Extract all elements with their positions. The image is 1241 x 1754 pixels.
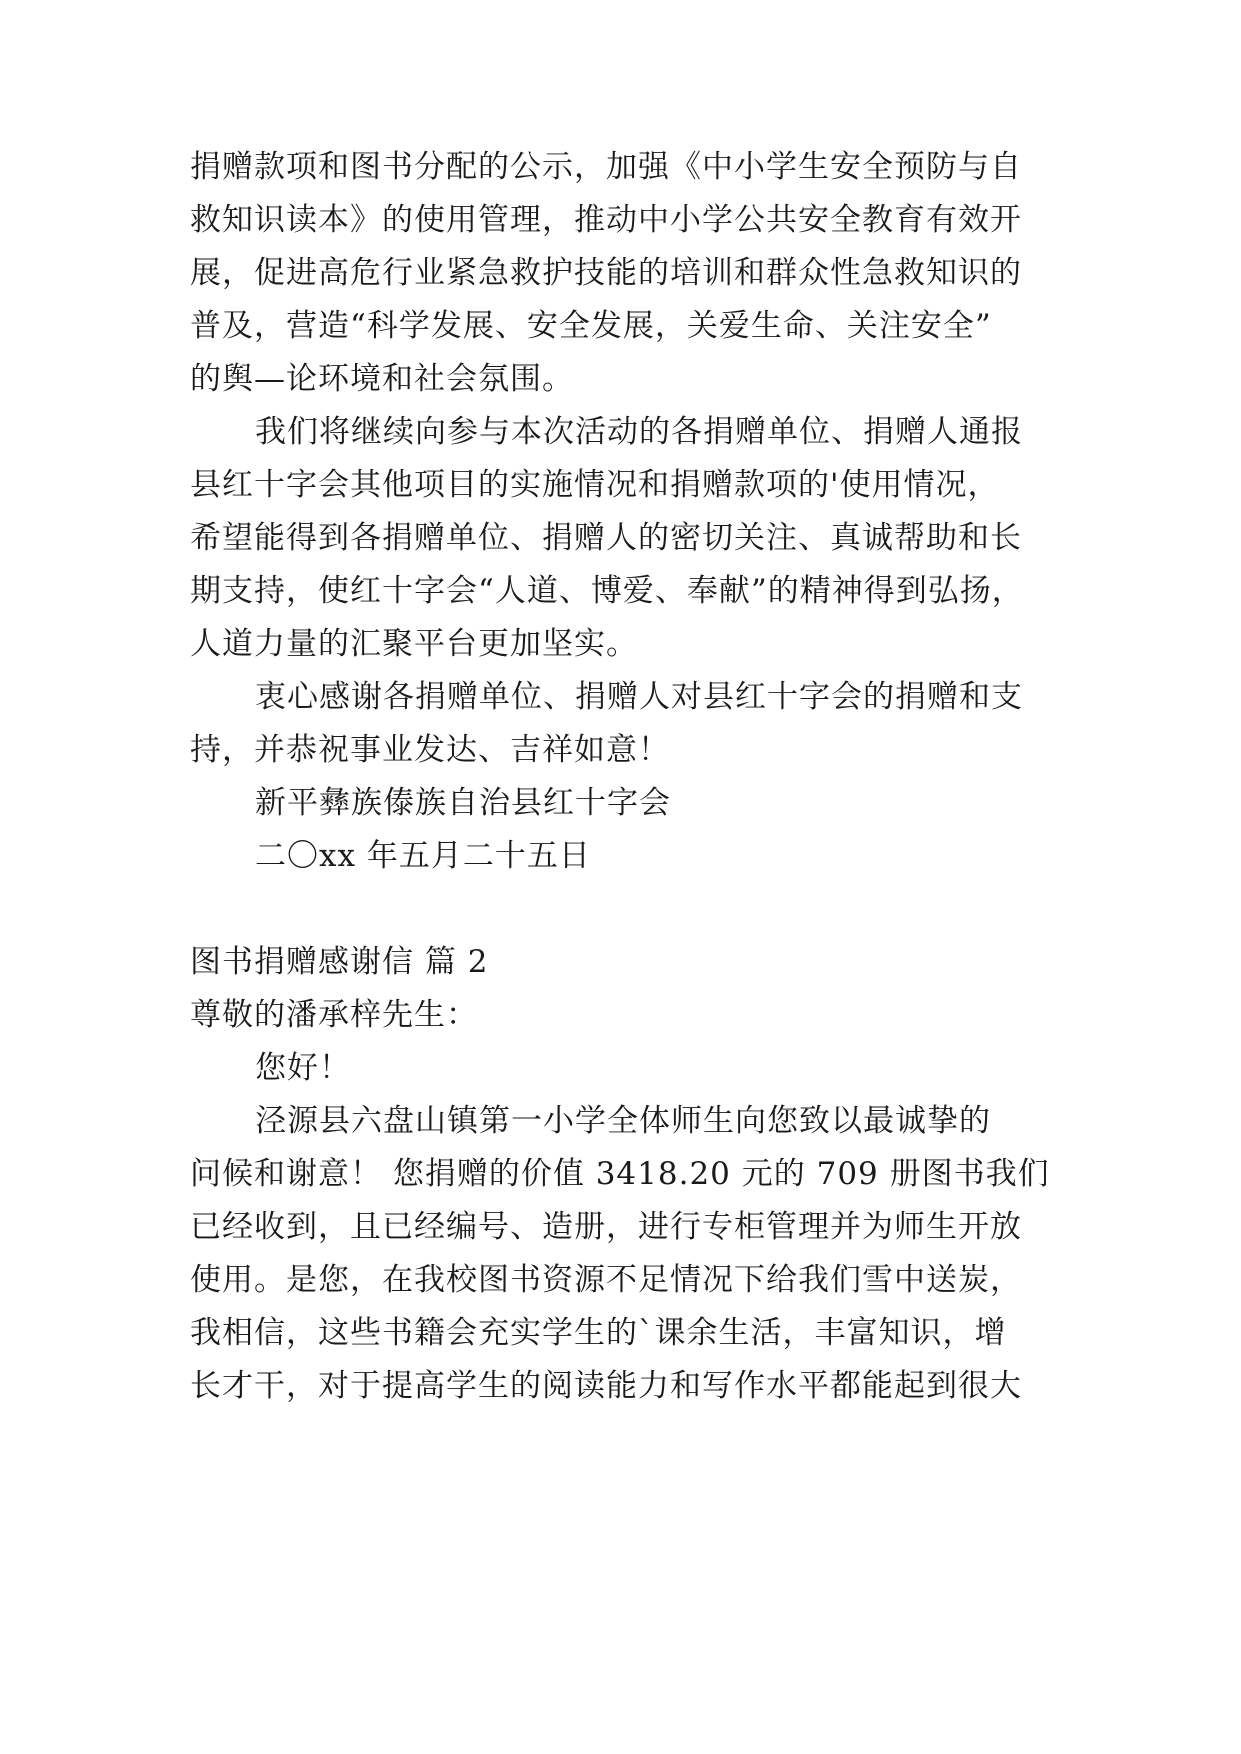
paragraph-line: 捐赠款项和图书分配的公示，加强《中小学生安全预防与自 — [190, 149, 1022, 185]
paragraph-line: 希望能得到各捐赠单位、捐赠人的密切关注、真诚帮助和长 — [190, 520, 1022, 556]
paragraph-line: 展，促进高危行业紧急救护技能的培训和群众性急救知识的 — [190, 255, 1022, 291]
signature-organization: 新平彝族傣族自治县红十字会 — [255, 785, 671, 821]
greeting: 您好！ — [255, 1050, 351, 1086]
paragraph-line: 的舆—论环境和社会氛围。 — [190, 361, 574, 397]
paragraph-line: 衷心感谢各捐赠单位、捐赠人对县红十字会的捐赠和支 — [255, 679, 1023, 715]
paragraph-line: 问候和谢意！ 您捐赠的价值 3418.20 元的 709 册图书我们 — [190, 1156, 1050, 1192]
paragraph-line: 已经收到，且已经编号、造册，进行专柜管理并为师生开放 — [190, 1209, 1022, 1245]
paragraph-line: 泾源县六盘山镇第一小学全体师生向您致以最诚挚的 — [255, 1103, 991, 1139]
section-title: 图书捐赠感谢信 篇 2 — [190, 944, 489, 980]
paragraph-line: 我们将继续向参与本次活动的各捐赠单位、捐赠人通报 — [255, 414, 1023, 450]
paragraph-line: 长才干，对于提高学生的阅读能力和写作水平都能起到很大 — [190, 1368, 1022, 1404]
salutation: 尊敬的潘承梓先生： — [190, 997, 478, 1033]
paragraph-line: 人道力量的汇聚平台更加坚实。 — [190, 626, 638, 662]
paragraph-line: 普及，营造“科学发展、安全发展，关爱生命、关注安全” — [190, 308, 992, 344]
paragraph-line: 使用。是您，在我校图书资源不足情况下给我们雪中送炭， — [190, 1262, 1022, 1298]
paragraph-line: 期支持，使红十字会“人道、博爱、奉献”的精神得到弘扬， — [190, 573, 1024, 609]
paragraph-line: 救知识读本》的使用管理，推动中小学公共安全教育有效开 — [190, 202, 1022, 238]
paragraph-line: 持，并恭祝事业发达、吉祥如意！ — [190, 732, 670, 768]
paragraph-line: 县红十字会其他项目的实施情况和捐赠款项的'使用情况， — [190, 467, 1000, 503]
paragraph-line: 我相信，这些书籍会充实学生的`课余生活，丰富知识，增 — [190, 1315, 1007, 1351]
signature-date: 二〇xx 年五月二十五日 — [255, 838, 591, 874]
